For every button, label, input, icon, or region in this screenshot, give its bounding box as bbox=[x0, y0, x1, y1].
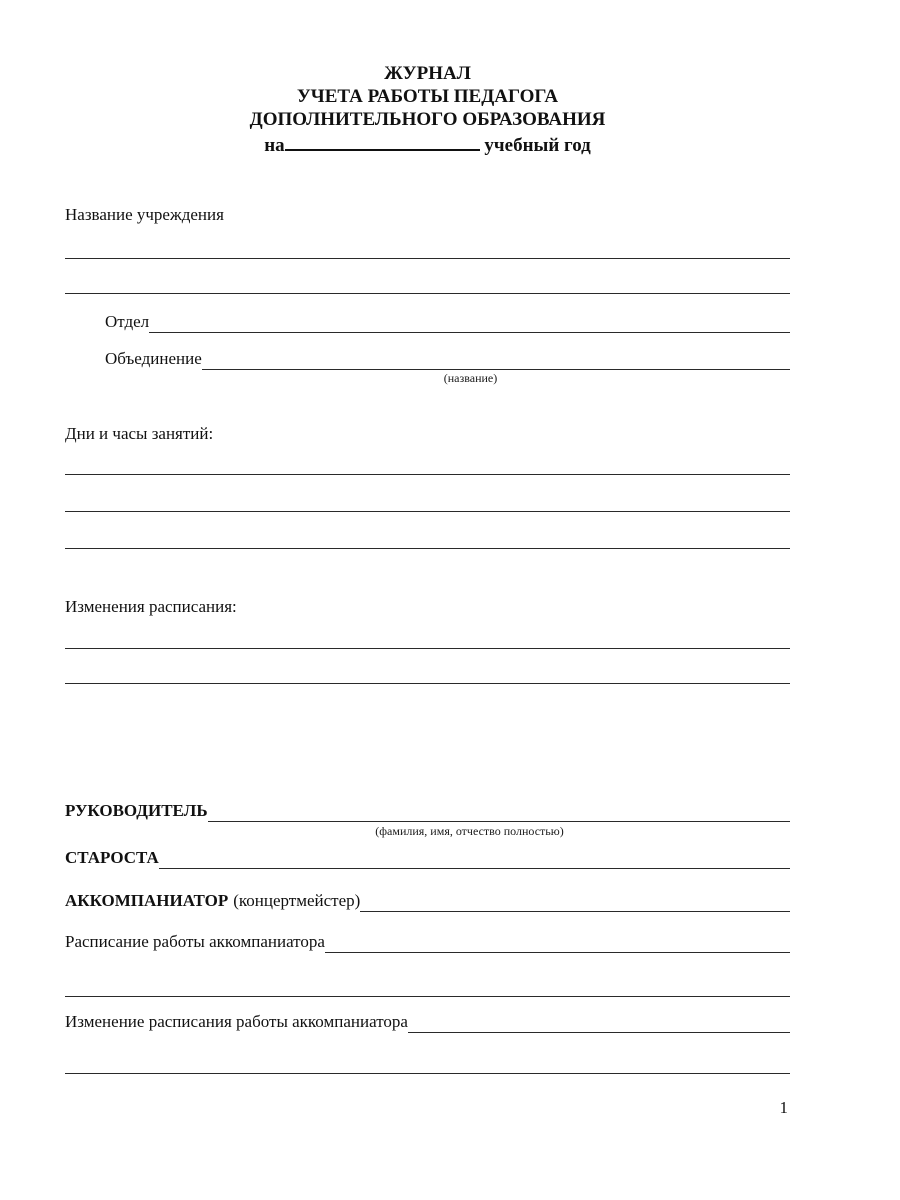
department-label: Отдел bbox=[105, 312, 150, 331]
accompanist-schedule-change-blank-line bbox=[65, 1033, 790, 1074]
accompanist-schedule-label: Расписание работы аккомпаниатора bbox=[65, 932, 325, 951]
year-fill-line bbox=[285, 132, 480, 151]
association-label: Объединение bbox=[105, 349, 202, 368]
association-hint: (название) bbox=[443, 371, 498, 385]
field-department bbox=[65, 311, 790, 333]
leader-hint: (фамилия, имя, отчество полностью) bbox=[375, 824, 564, 838]
title-line-1: ЖУРНАЛ bbox=[384, 63, 471, 84]
leader-label: РУКОВОДИТЕЛЬ bbox=[65, 801, 208, 820]
institution-blank-line-2 bbox=[65, 259, 790, 294]
field-accompanist-schedule bbox=[65, 931, 790, 953]
page-title bbox=[65, 62, 790, 157]
field-association bbox=[65, 348, 790, 370]
field-accompanist bbox=[65, 890, 790, 912]
days-hours-blank-line-1 bbox=[65, 444, 790, 475]
accompanist-label: АККОМПАНИАТОР bbox=[65, 891, 229, 910]
accompanist-note: (концертмейстер) bbox=[233, 891, 361, 910]
year-line bbox=[65, 132, 790, 157]
accompanist-schedule-change-fill-line bbox=[408, 1012, 790, 1033]
year-suffix: учебный год bbox=[484, 135, 591, 156]
title-line-2: УЧЕТА РАБОТЫ ПЕДАГОГА bbox=[296, 86, 559, 107]
department-fill-line bbox=[149, 312, 790, 333]
starosta-fill-line bbox=[159, 848, 790, 869]
institution-label: Название учреждения bbox=[65, 205, 224, 224]
schedule-changes-label: Изменения расписания: bbox=[65, 597, 237, 616]
days-hours-blank-line-3 bbox=[65, 512, 790, 549]
field-leader bbox=[65, 800, 790, 822]
schedule-changes-blank-line-2 bbox=[65, 649, 790, 684]
year-prefix: на bbox=[264, 135, 285, 156]
leader-fill-line bbox=[208, 801, 790, 822]
field-starosta bbox=[65, 847, 790, 869]
days-hours-label: Дни и часы занятий: bbox=[65, 424, 214, 443]
page-number: 1 bbox=[779, 1098, 788, 1117]
institution-blank-line-1 bbox=[65, 225, 790, 259]
accompanist-schedule-change-label: Изменение расписания работы аккомпаниатора bbox=[65, 1012, 408, 1031]
schedule-changes-blank-line-1 bbox=[65, 617, 790, 649]
accompanist-schedule-fill-line bbox=[325, 932, 790, 953]
accompanist-fill-line bbox=[360, 891, 790, 912]
association-fill-line bbox=[202, 349, 790, 370]
starosta-label: СТАРОСТА bbox=[65, 848, 159, 867]
days-hours-blank-line-2 bbox=[65, 475, 790, 512]
field-accompanist-schedule-change bbox=[65, 1011, 790, 1033]
title-line-3: ДОПОЛНИТЕЛЬНОГО ОБРАЗОВАНИЯ bbox=[249, 109, 606, 130]
accompanist-schedule-blank-line bbox=[65, 953, 790, 997]
